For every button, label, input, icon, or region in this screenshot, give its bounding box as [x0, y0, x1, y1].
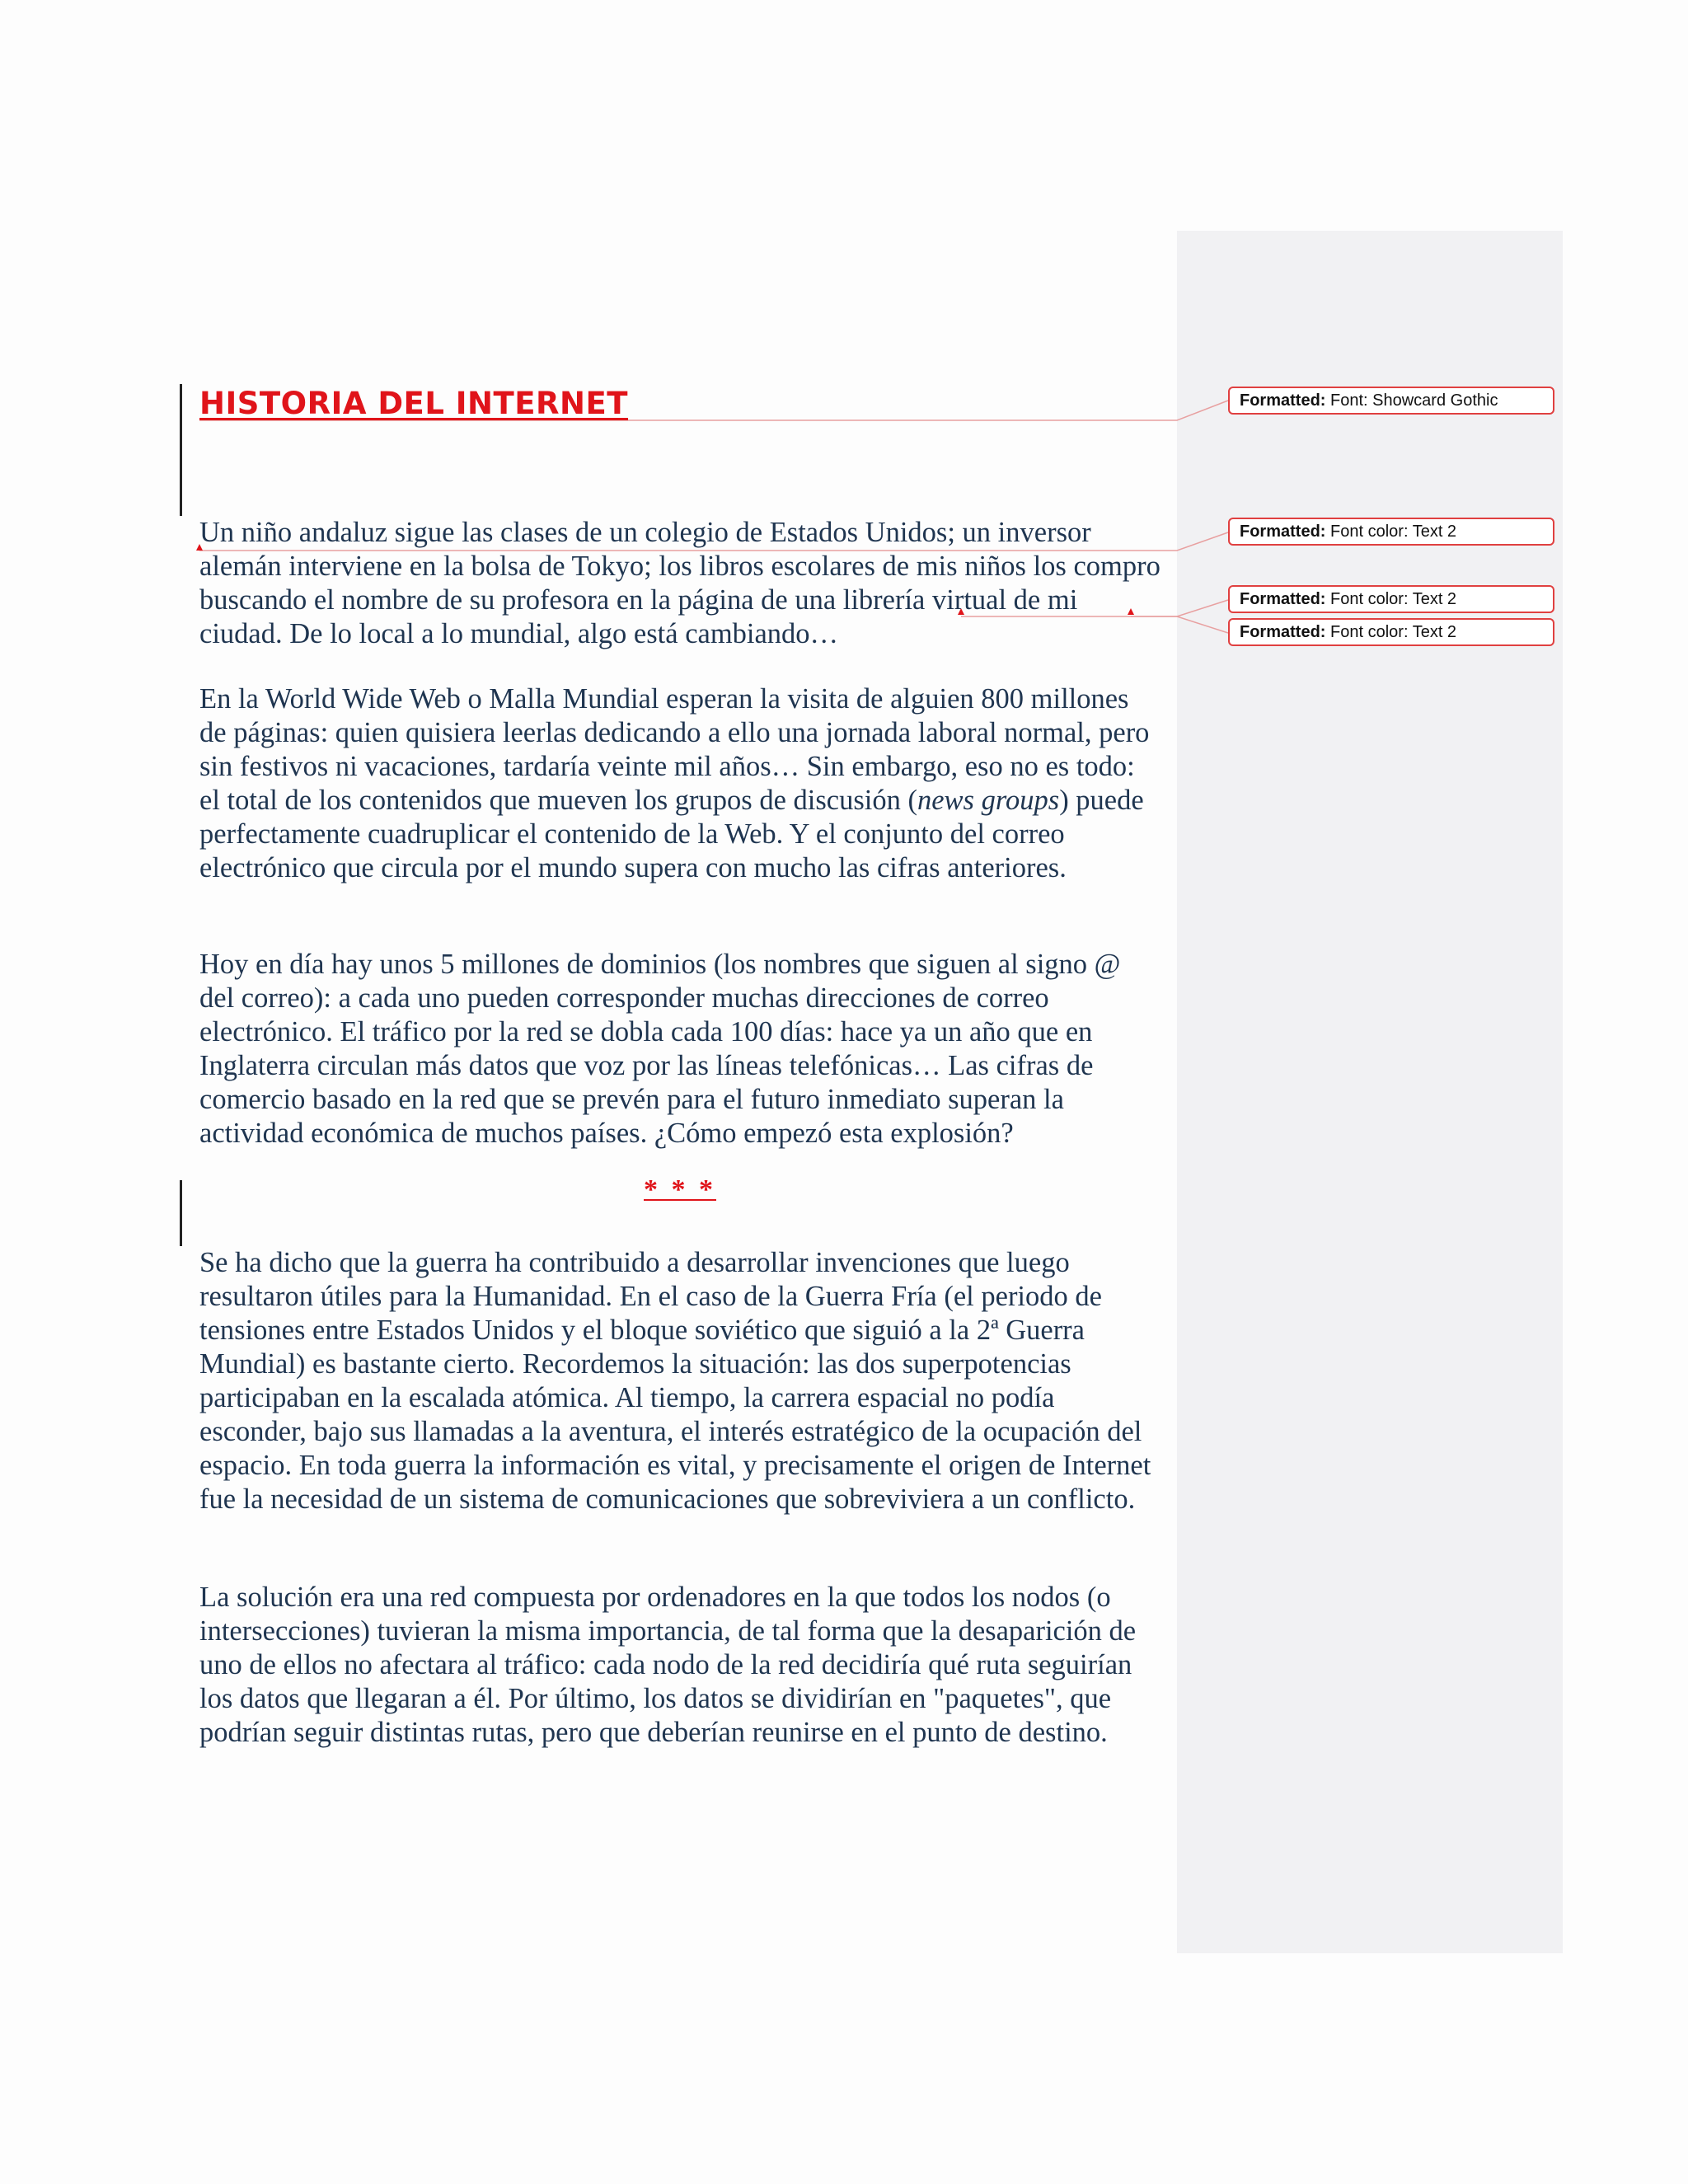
balloon-label: Formatted: — [1240, 623, 1326, 641]
balloon-detail: Font color: Text 2 — [1330, 523, 1457, 541]
balloon-label: Formatted: — [1240, 523, 1326, 541]
italic-term: news groups — [917, 785, 1060, 816]
balloon-detail: Font color: Text 2 — [1330, 590, 1457, 608]
paragraph-text — [199, 682, 1162, 885]
paragraph — [199, 948, 1162, 1151]
document-title: HISTORIA DEL INTERNET — [199, 386, 629, 421]
balloon-label: Formatted: — [1240, 391, 1326, 410]
balloon-detail: Font: Showcard Gothic — [1330, 391, 1498, 410]
paragraph — [199, 516, 1162, 651]
markup-pane — [1177, 231, 1563, 1953]
paragraph — [199, 1581, 1162, 1750]
paragraph-text: La solución era una red compuesta por ordenadores en la que todos los nodos (o intersecciones) tuvieran la misma importancia, de tal forma que la desaparición de uno de ellos no afectara al tráfico: cada nodo de la red decidiría qué ruta seguirían los datos que llegaran a él. Por último, los datos se dividirían en "paquetes", que podrían seguir distintas rutas, pero que deberían reunirse en el punto de destino. — [199, 1582, 1137, 1748]
paragraph-text: Hoy en día hay unos 5 millones de dominios (los nombres que siguen al signo @ del correo): a cada uno pueden corresponder muchas direcciones de correo electrónico. El tráfico por la red se dobla cada 100 días: hace ya un año que en Inglaterra circulan más datos que voz por las líneas telefónicas… Las cifras de comercio basado en la red que se prevén para el futuro inmediato superan la actividad económica de muchos países. ¿Cómo empezó esta explosión? — [199, 949, 1121, 1149]
paragraph-text: Un niño andaluz sigue las clases de un colegio de Estados Unidos; un inversor alemán interviene en la bolsa de Tokyo; los libros escolares de mis niños los compro buscando el nombre de su profesora en la página de una librería virtual de mi ciudad. De lo local a lo mundial, algo está cambiando… — [199, 517, 1160, 649]
section-separator: * * * — [644, 1174, 716, 1205]
balloon-detail: Font color: Text 2 — [1330, 623, 1457, 641]
formatting-balloon[interactable] — [1228, 618, 1554, 646]
formatting-balloon[interactable] — [1228, 518, 1554, 546]
formatting-balloon[interactable] — [1228, 387, 1554, 415]
paragraph — [199, 682, 1162, 885]
balloon-label: Formatted: — [1240, 590, 1326, 608]
change-bar — [180, 1180, 182, 1246]
change-bar — [180, 384, 182, 516]
paragraph-text-part: ) puede perfectamente cuadruplicar el contenido de la Web. Y el conjunto del correo electrónico que circula por el mundo supera con mucho las cifras anteriores. — [199, 785, 1144, 883]
paragraph-text: Se ha dicho que la guerra ha contribuido a desarrollar invenciones que luego resultaron útiles para la Humanidad. En el caso de la Guerra Fría (el periodo de tensiones entre Estados Unidos y el bloque soviético que siguió a la 2ª Guerra Mundial) es bastante cierto. Recordemos la situación: las dos superpotencias participaban en la escalada atómica. Al tiempo, la carrera espacial no podía esconder, bajo sus llamadas a la aventura, el interés estratégico de la ocupación del espacio. En toda guerra la información es vital, y precisamente el origen de Internet fue la necesidad de un sistema de comunicaciones que sobreviviera a un conflicto. — [199, 1247, 1151, 1515]
paragraph — [199, 1246, 1162, 1516]
paragraph-text-part: En la World Wide Web o Malla Mundial esperan la visita de alguien 800 millones de páginas: quien quisiera leerlas dedicando a ello una jornada laboral normal, pero sin festivos ni vacaciones, tardaría veinte mil años… Sin embargo, eso no es todo: el total de los contenidos que mueven los grupos de discusión ( — [199, 683, 1150, 816]
formatting-balloon[interactable] — [1228, 585, 1554, 613]
